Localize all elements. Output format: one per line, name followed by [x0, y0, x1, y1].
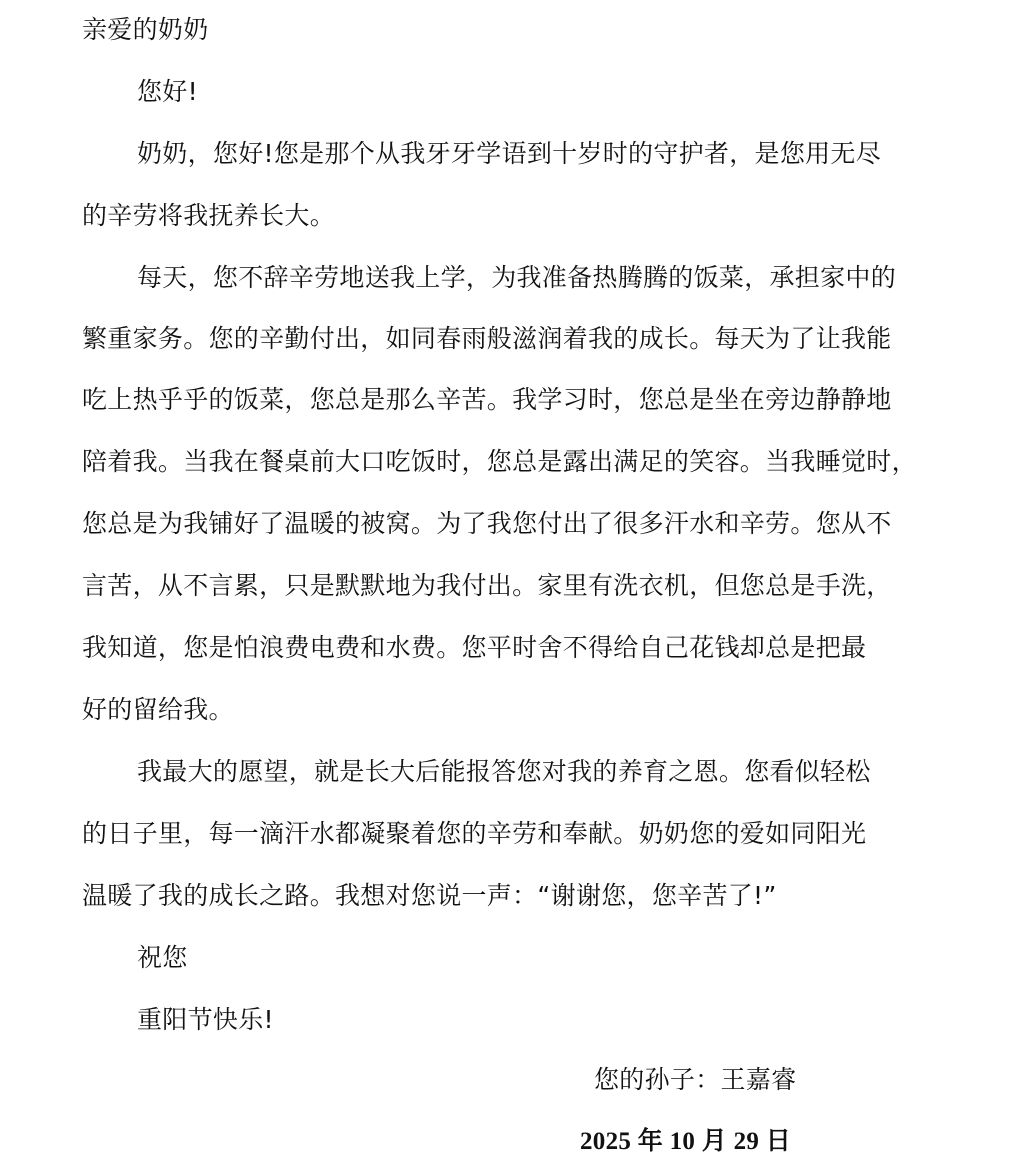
salutation: 亲爱的奶奶 — [82, 15, 209, 44]
paragraph3-line: 温暖了我的成长之路。我想对您说一声：“谢谢您，您辛苦了!” — [82, 881, 777, 910]
paragraph2-line: 陪着我。当我在餐桌前大口吃饭时，您总是露出满足的笑容。当我睡觉时， — [82, 447, 917, 476]
paragraph2-line: 吃上热乎乎的饭菜，您总是那么辛苦。我学习时，您总是坐在旁边静静地 — [82, 385, 892, 414]
paragraph1-line: 的辛劳将我抚养长大。 — [82, 201, 336, 230]
paragraph2-line: 好的留给我。 — [82, 695, 234, 724]
paragraph2-line: 您总是为我铺好了温暖的被窝。为了我您付出了很多汗水和辛劳。您从不 — [82, 509, 892, 538]
paragraph1-line: 奶奶，您好!您是那个从我牙牙学语到十岁时的守护者，是您用无尽 — [137, 139, 882, 168]
letter-date: 2025 年 10 月 29 日 — [580, 1128, 792, 1155]
paragraph3-line: 的日子里，每一滴汗水都凝聚着您的辛劳和奉献。奶奶您的爱如同阳光 — [82, 819, 867, 848]
paragraph3-line: 我最大的愿望，就是长大后能报答您对我的养育之恩。您看似轻松 — [137, 757, 871, 786]
closing-greeting: 重阳节快乐! — [137, 1005, 274, 1034]
greeting: 您好! — [137, 77, 198, 106]
paragraph2-line: 每天，您不辞辛劳地送我上学，为我准备热腾腾的饭菜，承担家中的 — [137, 263, 897, 292]
paragraph2-line: 言苦，从不言累，只是默默地为我付出。家里有洗衣机，但您总是手洗， — [82, 571, 892, 600]
paragraph2-line: 我知道，您是怕浪费电费和水费。您平时舍不得给自己花钱却总是把最 — [82, 633, 867, 662]
signature: 您的孙子：王嘉睿 — [594, 1065, 797, 1094]
paragraph2-line: 繁重家务。您的辛勤付出，如同春雨般滋润着我的成长。每天为了让我能 — [82, 324, 892, 353]
closing-wish: 祝您 — [137, 943, 188, 972]
